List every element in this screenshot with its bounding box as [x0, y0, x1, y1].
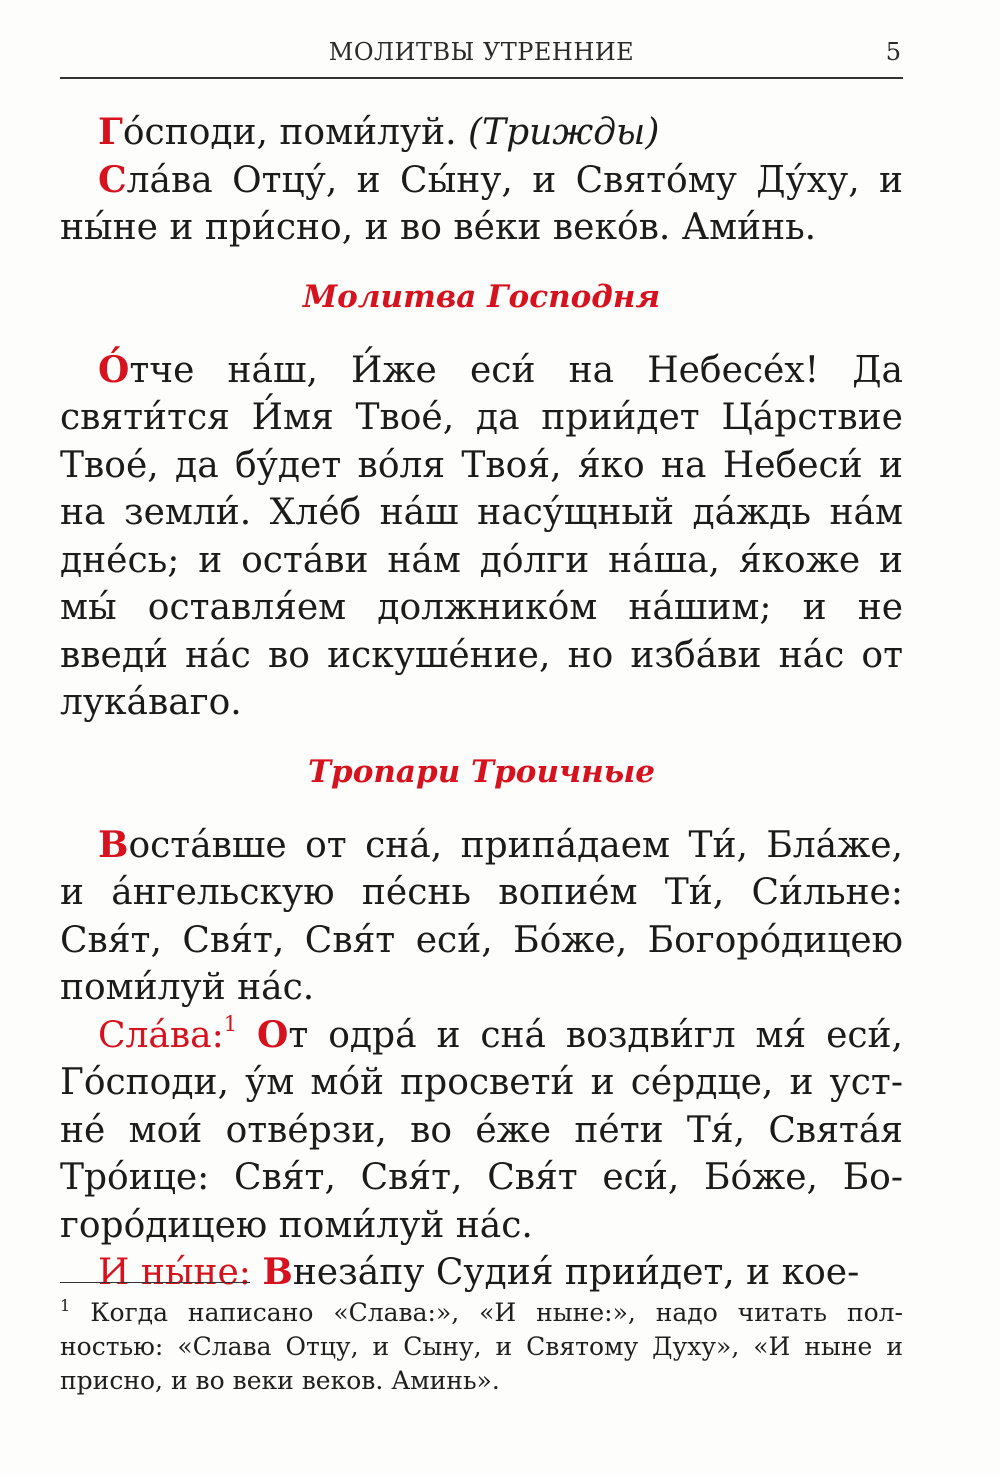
- footnote-text: Когда написано «Слава:», «И ныне:», надо читать полностью: «Слава Отцу, и Сыну, и Святому Духу», «И ныне и присно, и во веки веков. Аминь».: [60, 1298, 903, 1395]
- troparion-2: [60, 1012, 903, 1250]
- kyrie-paragraph: [60, 109, 903, 157]
- drop-initial: С: [98, 158, 127, 201]
- glory-paragraph: [60, 157, 903, 252]
- paragraph-text: т одра́ и сна́ воздви́гл мя́ еси́, Го́споди, у́м мо́й просвети́ и се́рдце, и устне́ мои́ отве́рзи, во е́же пе́ти Тя́, Свята́я Тро́ице: Свя́т, Свя́т, Свя́т еси́, Бо́же, Богоро́дицею поми́луй на́с.: [60, 1014, 903, 1246]
- drop-initial: В: [262, 1251, 293, 1293]
- main-text: [60, 109, 903, 1297]
- footnote-reference: 1: [223, 1011, 238, 1036]
- rubric-lead: И ны́не:: [98, 1252, 251, 1293]
- lords-prayer-paragraph: [60, 347, 903, 727]
- footnote: [60, 1296, 903, 1398]
- rubric-note: (Трижды): [468, 112, 660, 153]
- section-heading-troparia: Тропари Троичные: [307, 753, 656, 790]
- paragraph-text: о́споди, поми́луй.: [122, 112, 469, 153]
- troparion-1: [60, 822, 903, 1012]
- running-title: МОЛИТВЫ УТРЕННИЕ: [328, 38, 635, 66]
- troparion-3: [60, 1249, 903, 1297]
- drop-initial: В: [98, 823, 129, 866]
- page-number: 5: [885, 38, 901, 66]
- paragraph-text: ла́ва Отцу́, и Сы́ну, и Свято́му Ду́ху, и ны́не и при́сно, и во ве́ки веко́в. Ами́нь.: [60, 159, 903, 248]
- drop-initial: О: [257, 1013, 289, 1056]
- footnote-rule: [60, 1282, 250, 1283]
- footnote-mark: 1: [60, 1296, 71, 1315]
- paragraph-text: оста́вше от сна́, припа́даем Ти́, Бла́же, и а́нгельскую пе́снь вопие́м Ти́, Си́льне: Свя́т, Свя́т, Свя́т еси́, Бо́же, Богоро́дицею поми́луй на́с.: [60, 824, 903, 1008]
- section-heading-lords-prayer: Молитва Господня: [302, 278, 661, 315]
- paragraph-text: тче на́ш, И́же еси́ на Небесе́х! Да святи́тся И́мя Твое́, да прии́дет Ца́рствие Твое́, да бу́дет во́ля Твоя́, я́ко на Небеси́ и на земли́. Хле́б на́ш насу́щный да́ждь на́м дне́сь; и оста́ви на́м до́лги на́ша, я́коже и мы́ оставля́ем должнико́м на́шим; и не введи́ на́с во искуше́ние, но изба́ви на́с от лука́ваго.: [60, 349, 903, 723]
- running-head: [60, 38, 903, 74]
- header-rule: [60, 77, 903, 79]
- drop-initial: Г: [98, 111, 123, 153]
- paragraph-text: неза́пу Судия́ прии́дет, и кое-: [292, 1252, 860, 1293]
- rubric-lead: Сла́ва:: [98, 1014, 224, 1056]
- drop-initial: О́: [98, 348, 130, 391]
